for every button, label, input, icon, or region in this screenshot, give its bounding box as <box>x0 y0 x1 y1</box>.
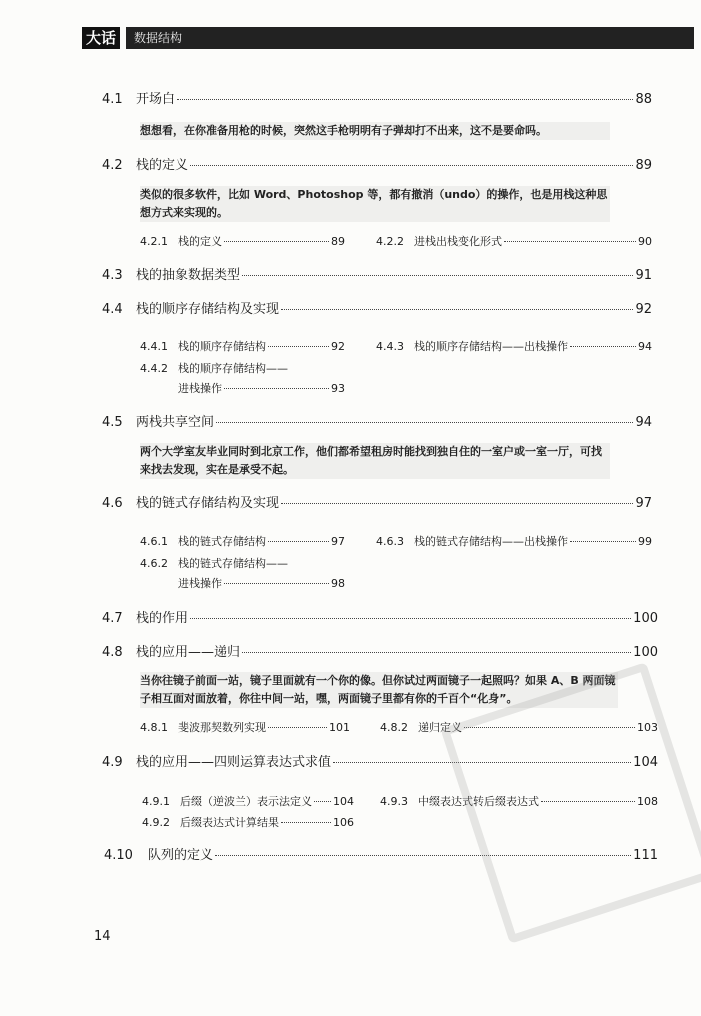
section-title: 开场白 <box>136 92 176 107</box>
section-number: 4.9 <box>102 755 123 770</box>
toc-entry-4-4-2-continuation[interactable] <box>178 380 345 396</box>
toc-entry-4-6-1[interactable] <box>140 533 345 549</box>
book-title: 数据结构 <box>126 27 694 49</box>
toc-entry-4-1[interactable] <box>102 88 652 107</box>
toc-entry-4-4-2[interactable] <box>140 360 345 376</box>
subsection-title-continuation: 进栈操作 <box>178 382 222 395</box>
subsection-number: 4.4.1 <box>140 340 168 353</box>
toc-entry-4-8[interactable] <box>102 641 658 660</box>
toc-entry-4-2[interactable] <box>102 154 652 173</box>
section-title: 队列的定义 <box>148 848 214 863</box>
page-number: 14 <box>94 929 111 944</box>
section-number: 4.10 <box>104 848 133 863</box>
dot-leader <box>570 541 636 542</box>
subsection-title: 进栈出栈变化形式 <box>414 235 502 248</box>
toc-entry-4-6-3[interactable] <box>376 533 652 549</box>
section-number: 4.5 <box>102 415 123 430</box>
page-ref: 101 <box>329 721 350 734</box>
subsection-number: 4.9.2 <box>142 816 170 829</box>
subsection-number: 4.6.2 <box>140 557 168 570</box>
toc-entry-4-9-2[interactable] <box>142 814 354 830</box>
section-title: 栈的顺序存储结构及实现 <box>136 302 280 317</box>
subsection-title-continuation: 进栈操作 <box>178 577 222 590</box>
dot-leader <box>242 275 633 276</box>
section-title: 栈的作用 <box>136 611 189 626</box>
page-ref: 108 <box>637 795 658 808</box>
dot-leader <box>314 801 331 802</box>
page-ref: 94 <box>635 415 652 430</box>
subsection-number: 4.8.2 <box>380 721 408 734</box>
page-ref: 104 <box>333 795 354 808</box>
toc-entry-4-9-1[interactable] <box>142 793 354 809</box>
subsection-number: 4.4.2 <box>140 362 168 375</box>
page-ref: 103 <box>637 721 658 734</box>
dot-leader <box>224 241 329 242</box>
dot-leader <box>216 422 633 423</box>
toc-entry-4-4-3[interactable] <box>376 338 652 354</box>
subsection-number: 4.8.1 <box>140 721 168 734</box>
section-number: 4.3 <box>102 268 123 283</box>
page-ref: 93 <box>331 382 345 395</box>
dot-leader <box>242 652 631 653</box>
section-quote: 想想看，在你准备用枪的时候，突然这手枪明明有子弹却打不出来，这不是要命吗。 <box>140 122 610 140</box>
page-ref: 90 <box>638 235 652 248</box>
dot-leader <box>268 346 329 347</box>
section-number: 4.6 <box>102 496 123 511</box>
page-ref: 100 <box>633 645 658 660</box>
subsection-number: 4.6.1 <box>140 535 168 548</box>
dot-leader <box>268 727 327 728</box>
dot-leader <box>268 541 329 542</box>
page-ref: 89 <box>331 235 345 248</box>
dot-leader <box>281 309 633 310</box>
section-number: 4.7 <box>102 611 123 626</box>
subsection-title: 栈的顺序存储结构 <box>178 340 266 353</box>
subsection-number: 4.9.1 <box>142 795 170 808</box>
page-ref: 91 <box>635 268 652 283</box>
dot-leader <box>177 99 633 100</box>
page-ref: 106 <box>333 816 354 829</box>
section-quote: 当你往镜子前面一站，镜子里面就有一个你的像。但你试过两面镜子一起照吗？如果 A、B 两面镜子相互面对面放着，你往中间一站，嘿，两面镜子里都有你的千百个“化身”。 <box>140 672 618 708</box>
subsection-title: 后缀（逆波兰）表示法定义 <box>180 795 312 808</box>
subsection-title: 递归定义 <box>418 721 462 734</box>
toc-entry-4-4[interactable] <box>102 298 652 317</box>
subsection-title: 中缀表达式转后缀表达式 <box>418 795 539 808</box>
dot-leader <box>504 241 636 242</box>
toc-entry-4-7[interactable] <box>102 607 658 626</box>
page-ref: 97 <box>635 496 652 511</box>
section-title: 栈的应用——四则运算表达式求值 <box>136 755 332 770</box>
section-number: 4.8 <box>102 645 123 660</box>
section-number: 4.4 <box>102 302 123 317</box>
toc-entry-4-2-2[interactable] <box>376 233 652 249</box>
dot-leader <box>224 388 329 389</box>
subsection-title: 栈的定义 <box>178 235 222 248</box>
page-ref: 88 <box>635 92 652 107</box>
subsection-title: 栈的顺序存储结构—— <box>178 362 288 375</box>
page-ref: 94 <box>638 340 652 353</box>
page-ref: 104 <box>633 755 658 770</box>
subsection-number: 4.6.3 <box>376 535 404 548</box>
page-ref: 92 <box>635 302 652 317</box>
subsection-number: 4.2.1 <box>140 235 168 248</box>
section-number: 4.2 <box>102 158 123 173</box>
page-ref: 100 <box>633 611 658 626</box>
page-ref: 99 <box>638 535 652 548</box>
page-ref: 98 <box>331 577 345 590</box>
section-quote: 类似的很多软件，比如 Word、Photoshop 等，都有撤消（undo）的操作，也是用栈这种思想方式来实现的。 <box>140 186 610 222</box>
toc-entry-4-4-1[interactable] <box>140 338 345 354</box>
toc-entry-4-8-1[interactable] <box>140 719 350 735</box>
toc-entry-4-6[interactable] <box>102 492 652 511</box>
dot-leader <box>190 165 633 166</box>
dot-leader <box>224 583 329 584</box>
subsection-title: 栈的链式存储结构——出栈操作 <box>414 535 568 548</box>
section-quote: 两个大学室友毕业同时到北京工作，他们都希望租房时能找到独自住的一室户或一室一厅，可找来找去发现，实在是承受不起。 <box>140 443 610 479</box>
page-ref: 89 <box>635 158 652 173</box>
section-title: 栈的链式存储结构及实现 <box>136 496 280 511</box>
subsection-title: 斐波那契数列实现 <box>178 721 266 734</box>
dot-leader <box>281 503 633 504</box>
toc-entry-4-6-2-continuation[interactable] <box>178 575 345 591</box>
toc-entry-4-3[interactable] <box>102 264 652 283</box>
section-title: 栈的抽象数据类型 <box>136 268 241 283</box>
toc-entry-4-2-1[interactable] <box>140 233 345 249</box>
subsection-title: 后缀表达式计算结果 <box>180 816 279 829</box>
subsection-title: 栈的顺序存储结构——出栈操作 <box>414 340 568 353</box>
toc-entry-4-6-2[interactable] <box>140 555 345 571</box>
page-ref: 111 <box>633 848 658 863</box>
subsection-number: 4.4.3 <box>376 340 404 353</box>
page-ref: 92 <box>331 340 345 353</box>
section-title: 栈的定义 <box>136 158 189 173</box>
subsection-title: 栈的链式存储结构 <box>178 535 266 548</box>
subsection-number: 4.2.2 <box>376 235 404 248</box>
dot-leader <box>190 618 631 619</box>
subsection-number: 4.9.3 <box>380 795 408 808</box>
section-title: 栈的应用——递归 <box>136 645 241 660</box>
section-title: 两栈共享空间 <box>136 415 215 430</box>
subsection-title: 栈的链式存储结构—— <box>178 557 288 570</box>
toc-entry-4-5[interactable] <box>102 411 652 430</box>
dot-leader <box>570 346 636 347</box>
section-number: 4.1 <box>102 92 123 107</box>
page-ref: 97 <box>331 535 345 548</box>
book-logo: 大话 <box>82 27 120 49</box>
dot-leader <box>281 822 331 823</box>
